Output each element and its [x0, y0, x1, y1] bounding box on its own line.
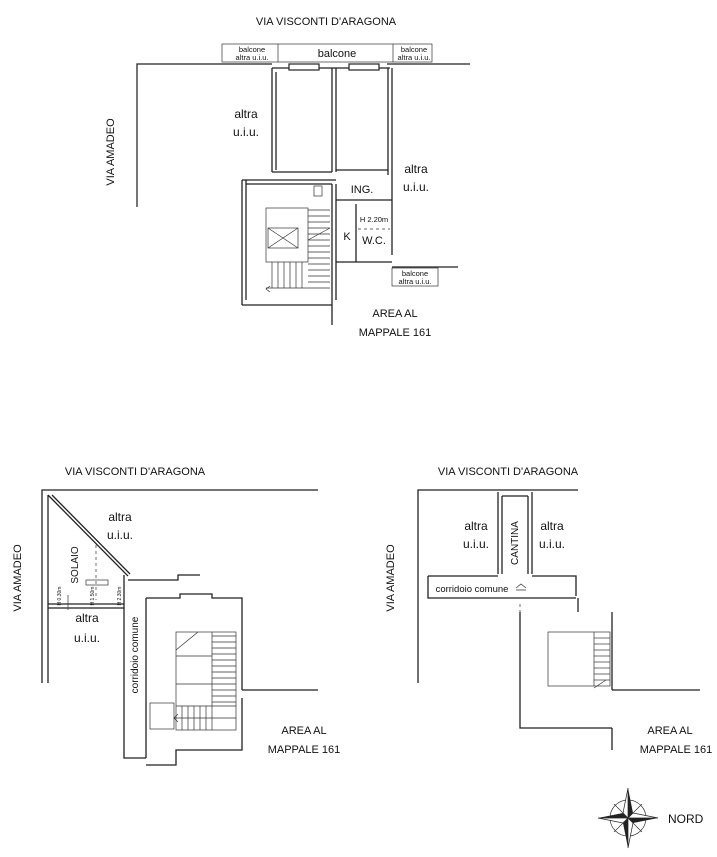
br-room-cellar: CANTINA: [510, 521, 521, 565]
top-room-wc: W.C.: [362, 235, 386, 247]
br-other-left-l1: altra: [464, 519, 488, 533]
top-balcony-south-l1: balcone: [401, 269, 429, 278]
bl-area-l2: MAPPALE 161: [267, 744, 341, 756]
top-balcony-south-l2: altra u.i.u.: [398, 277, 432, 286]
top-other-right-l1: altra: [404, 162, 428, 176]
bottom-left-floor-plan: [12, 466, 340, 765]
top-other-left-l1: altra: [234, 107, 258, 121]
br-area-l1: AREA AL: [647, 725, 693, 737]
bl-street-north-label: VIA VISCONTI D'ARAGONA: [64, 466, 206, 478]
top-room-height: H 2.20m: [359, 215, 389, 224]
bl-other-top-l1: altra: [108, 510, 132, 524]
top-street-north-label: VIA VISCONTI D'ARAGONA: [255, 16, 397, 28]
br-street-north-label: VIA VISCONTI D'ARAGONA: [437, 466, 579, 478]
bl-other-bottom-l2: u.i.u.: [73, 631, 101, 645]
bl-other-bottom-l1: altra: [75, 611, 99, 625]
compass-rose-icon: [598, 788, 658, 848]
bl-area-l1: AREA AL: [281, 725, 327, 737]
top-area-l1: AREA AL: [372, 308, 418, 320]
br-area-l2: MAPPALE 161: [639, 744, 713, 756]
top-balcony-center: balcone: [317, 48, 357, 60]
bl-height-c: H 2.30m: [117, 586, 123, 606]
bl-height-a: H 0.30m: [57, 586, 63, 606]
top-other-left-l2: u.i.u.: [232, 125, 260, 139]
top-balcony-right-l1: balcone: [400, 45, 428, 54]
top-balcony-left-l1: balcone: [238, 45, 266, 54]
top-room-entrance: ING.: [350, 184, 374, 196]
top-other-right-l2: u.i.u.: [402, 180, 430, 194]
br-corridor: corridoio comune: [435, 584, 509, 595]
bottom-right-floor-plan: [385, 466, 712, 756]
top-area-l2: MAPPALE 161: [358, 327, 432, 339]
bl-height-b: H 1.50m: [90, 586, 96, 606]
top-floor-plan: [105, 16, 470, 339]
compass-north-label: NORD: [668, 812, 704, 826]
br-other-right-l1: altra: [540, 519, 564, 533]
bl-other-top-l2: u.i.u.: [106, 528, 134, 542]
bl-corridor: corridoio comune: [130, 616, 141, 694]
top-balcony-left-l2: altra u.i.u.: [235, 53, 269, 62]
top-street-west-label: VIA AMADEO: [105, 118, 117, 186]
br-street-west-label: VIA AMADEO: [385, 544, 397, 612]
br-other-right-l2: u.i.u.: [538, 537, 566, 551]
bl-room-attic: SOLAIO: [70, 546, 81, 584]
top-balcony-right-l2: altra u.i.u.: [397, 53, 431, 62]
top-room-kitchen: K: [343, 231, 351, 243]
br-other-left-l2: u.i.u.: [462, 537, 490, 551]
bl-street-west-label: VIA AMADEO: [12, 544, 24, 612]
